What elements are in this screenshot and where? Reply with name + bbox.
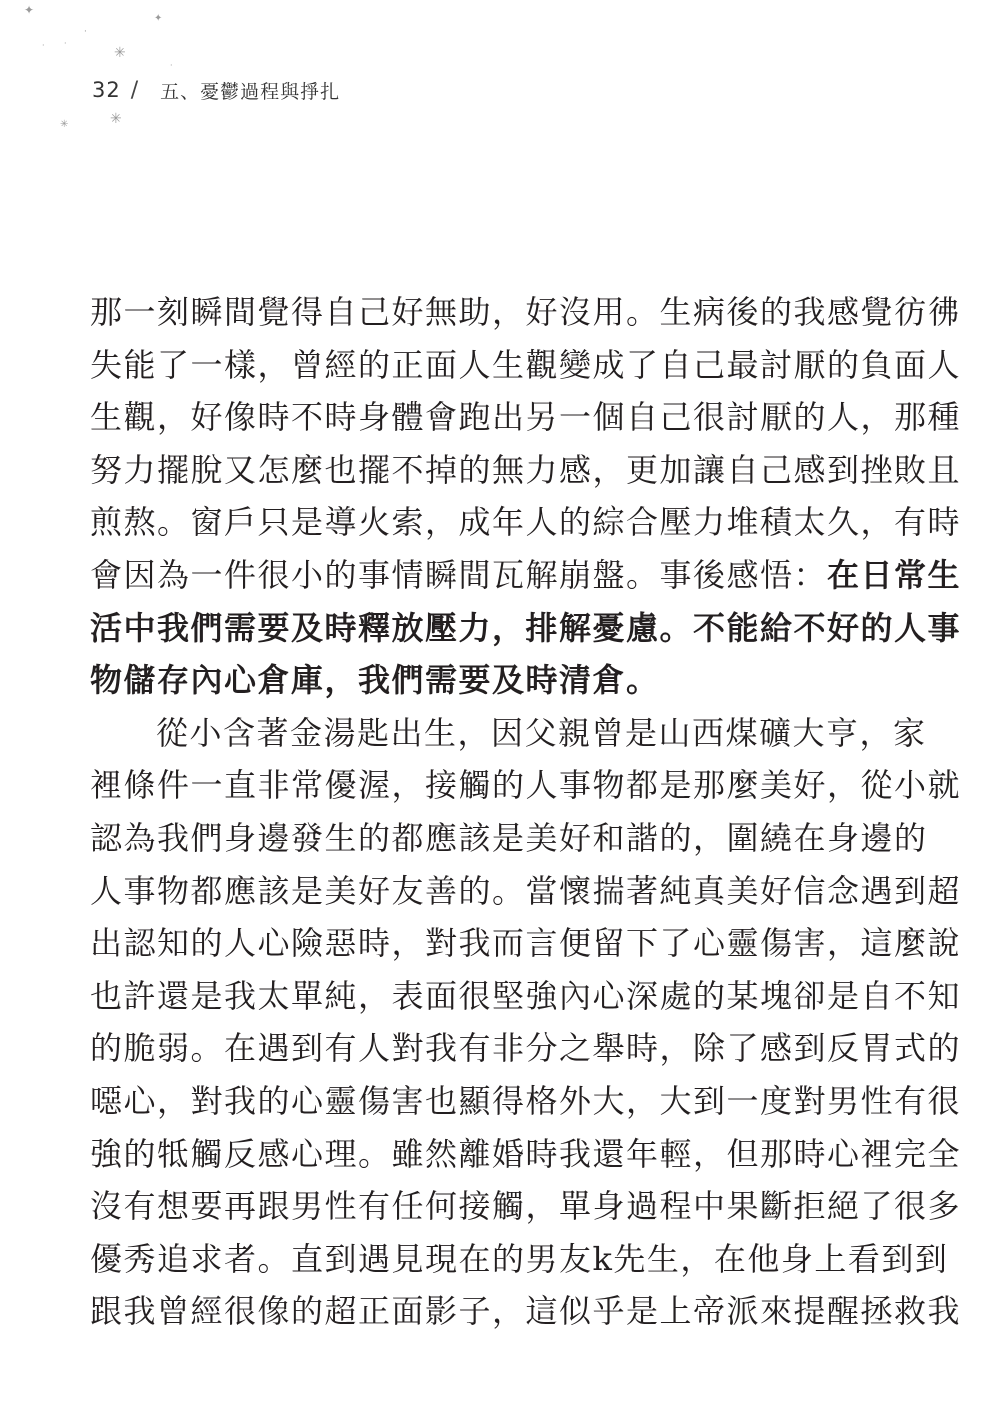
- text-line: [90, 444, 962, 497]
- sparkle-decoration: ✦: [24, 3, 35, 17]
- text-segment: 生觀，好像時不時身體會跑出另一個自己很討厭的人，那種: [90, 398, 962, 437]
- text-line: [90, 602, 962, 655]
- text-line: [90, 1180, 962, 1233]
- page-number: 32: [92, 78, 121, 102]
- text-line: [90, 812, 928, 865]
- sparkle-decoration: ✦: [154, 13, 163, 24]
- text-line: [90, 1128, 962, 1181]
- sparkle-decoration: ·: [64, 39, 67, 48]
- text-line: [90, 1233, 949, 1286]
- text-line: [90, 654, 850, 707]
- sparkle-decoration: ✳: [110, 111, 122, 127]
- sparkle-decoration: ✳: [114, 45, 126, 61]
- text-line: [90, 1285, 962, 1338]
- sparkle-decoration: ✳: [60, 119, 69, 130]
- text-line: [90, 339, 962, 392]
- text-segment: 會因為一件很小的事情瞬間瓦解崩盤。事後感悟：: [90, 555, 828, 594]
- text-segment: 失能了一樣，曾經的正面人生觀變成了自己最討厭的負面人: [90, 345, 962, 384]
- sparkle-decoration: ·: [42, 41, 45, 50]
- text-segment: 出認知的人心險惡時，對我而言便留下了心靈傷害，這麼說: [90, 924, 962, 963]
- text-line: [90, 970, 962, 1023]
- text-segment: 認為我們身邊發生的都應該是美好和諧的，圍繞在身邊的: [90, 818, 928, 857]
- page-header: [92, 70, 340, 110]
- text-line: [90, 549, 962, 602]
- text-line: [90, 917, 962, 970]
- body-text: [90, 286, 962, 1338]
- sparkle-decoration: ·: [170, 61, 173, 70]
- text-segment: 煎熬。窗戶只是導火索，成年人的綜合壓力堆積太久，有時: [90, 503, 962, 542]
- text-segment: 沒有想要再跟男性有任何接觸，單身過程中果斷拒絕了很多: [90, 1187, 962, 1226]
- text-line: [90, 759, 962, 812]
- sparkle-decoration: ·: [84, 27, 87, 37]
- text-segment: 裡條件一直非常優渥，接觸的人事物都是那麼美好，從小就: [90, 766, 962, 805]
- text-line: [90, 1022, 962, 1075]
- bold-text-segment: 在日常生: [827, 555, 962, 594]
- chapter-title: 五、憂鬱過程與掙扎: [160, 80, 341, 103]
- text-segment: 跟我曾經很像的超正面影子，這似乎是上帝派來提醒拯救我: [90, 1292, 962, 1331]
- text-segment: 努力擺脫又怎麼也擺不掉的無力感，更加讓自己感到挫敗且: [90, 450, 962, 489]
- text-segment: 的脆弱。在遇到有人對我有非分之舉時，除了感到反胃式的: [90, 1029, 962, 1068]
- header-separator: /: [130, 77, 139, 103]
- text-line: [90, 391, 962, 444]
- text-segment: 優秀追求者。直到遇見現在的男友k先生，在他身上看到到: [90, 1239, 949, 1278]
- text-segment: 人事物都應該是美好友善的。當懷揣著純真美好信念遇到超: [90, 871, 962, 910]
- text-line: [90, 496, 962, 549]
- text-line: [90, 707, 927, 760]
- text-segment: 從小含著金湯匙出生，因父親曾是山西煤礦大亨，家: [156, 713, 927, 752]
- text-line: [90, 286, 962, 339]
- text-segment: 那一刻瞬間覺得自己好無助，好沒用。生病後的我感覺彷彿: [90, 293, 962, 331]
- text-line: [90, 1075, 962, 1128]
- text-segment: 強的牴觸反感心理。雖然離婚時我還年輕，但那時心裡完全: [90, 1134, 962, 1173]
- text-line: [90, 865, 962, 918]
- text-segment: 噁心，對我的心靈傷害也顯得格外大，大到一度對男性有很: [90, 1081, 962, 1120]
- bold-text-segment: 物儲存內心倉庫，我們需要及時清倉。: [90, 661, 660, 700]
- bold-text-segment: 活中我們需要及時釋放壓力，排解憂慮。不能給不好的人事: [90, 608, 962, 647]
- text-segment: 也許還是我太單純，表面很堅強內心深處的某塊卻是自不知: [90, 976, 962, 1015]
